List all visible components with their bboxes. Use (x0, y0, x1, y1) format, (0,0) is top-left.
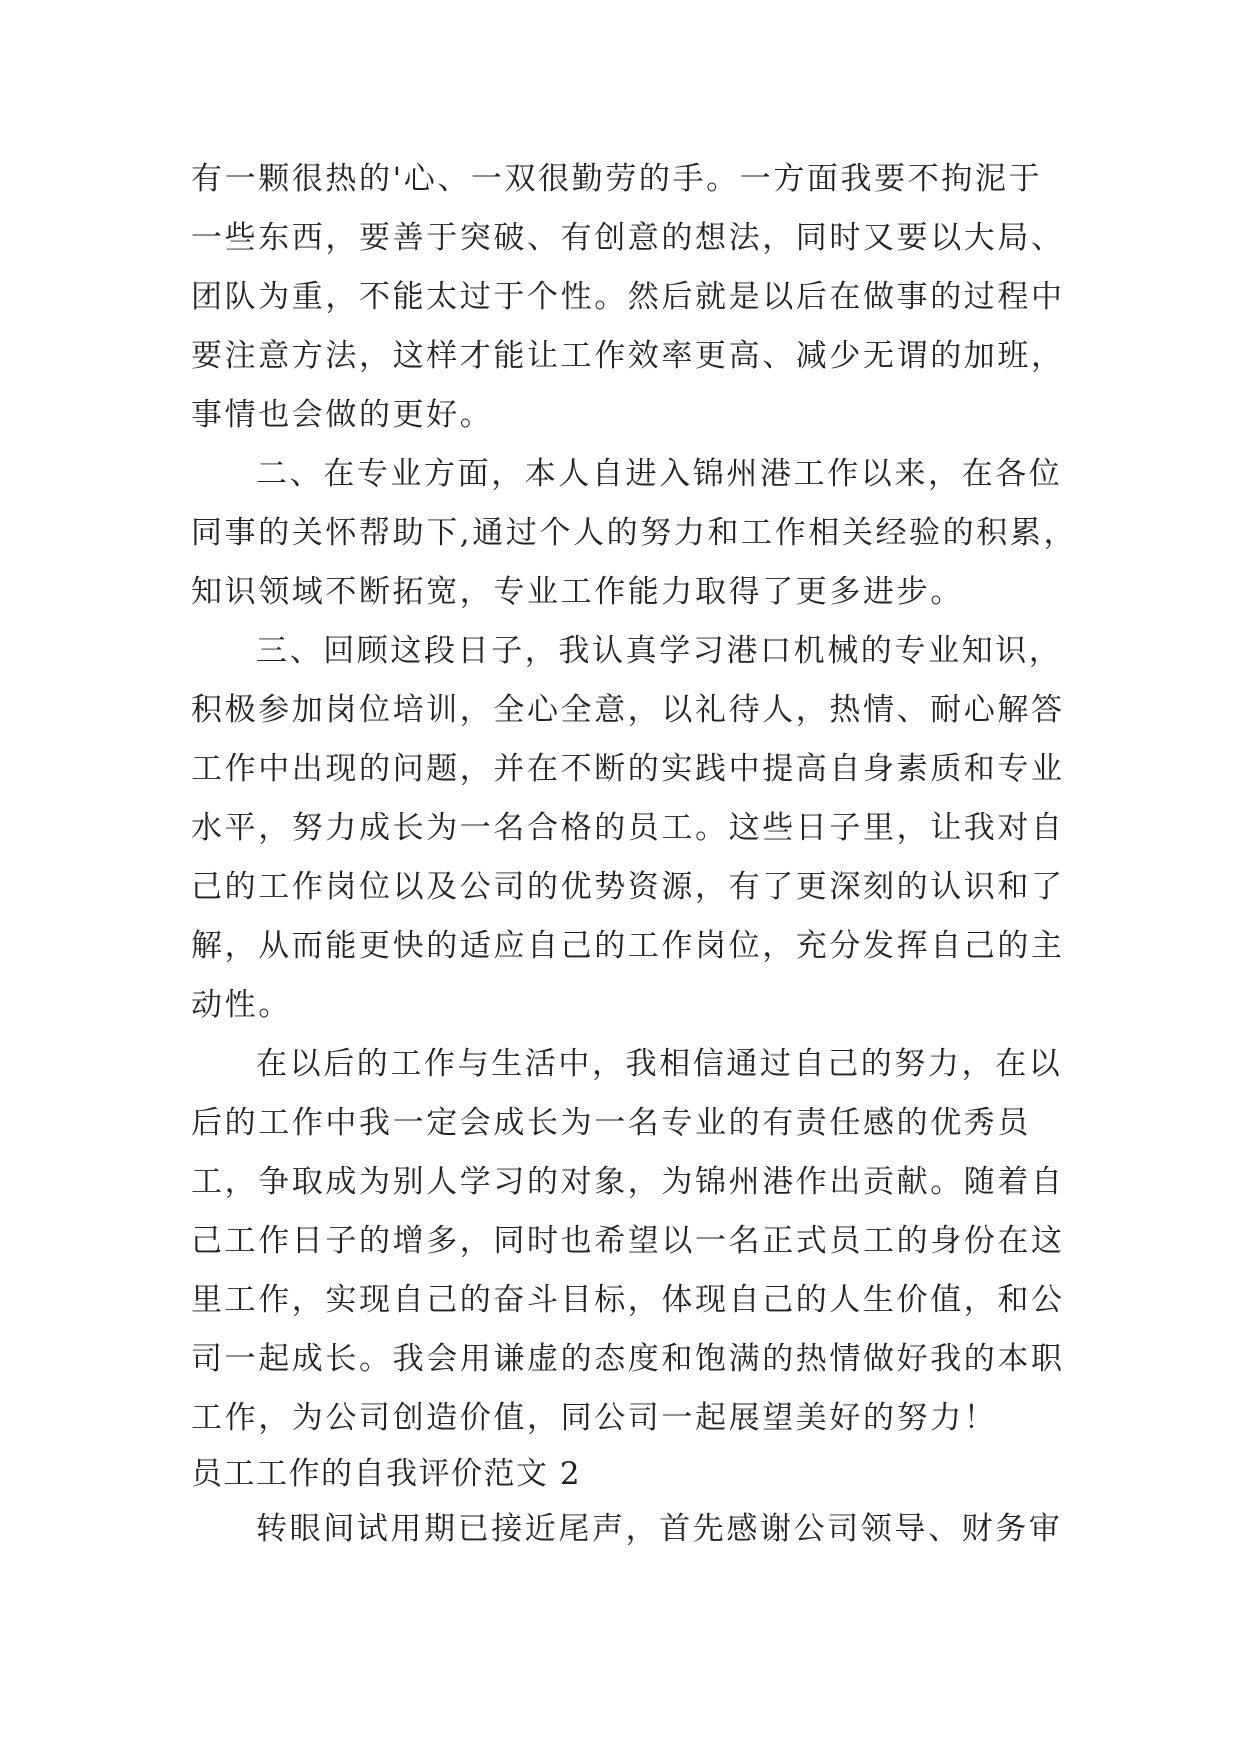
text-line: 在以后的工作与生活中，我相信通过自己的努力，在以 (256, 1046, 1063, 1082)
paragraph-review (191, 622, 1065, 1035)
text-line: 解，从而能更快的适应自己的工作岗位，充分发挥自己的主 (191, 928, 1065, 964)
text-line: 要注意方法，这样才能让工作效率更高、减少无谓的加班， (191, 338, 1065, 374)
text-line: 工，争取成为别人学习的对象，为锦州港作出贡献。随着自 (191, 1164, 1065, 1200)
paragraph-professional (191, 445, 1078, 622)
paragraph-intro-2 (191, 1500, 1061, 1559)
text-line: 己工作日子的增多，同时也希望以一名正式员工的身份在这 (191, 1223, 1065, 1259)
text-line: 团队为重，不能太过于个性。然后就是以后在做事的过程中 (191, 279, 1065, 315)
text-line: 积极参加岗位培训，全心全意，以礼待人，热情、耐心解答 (191, 692, 1065, 728)
document-body (191, 150, 1078, 1559)
text-line: 知识领域不断拓宽，专业工作能力取得了更多进步。 (191, 574, 964, 610)
text-line: 司一起成长。我会用谦虚的态度和饱满的热情做好我的本职 (191, 1341, 1065, 1377)
text-line: 动性。 (191, 987, 292, 1023)
text-line: 转眼间试用期已接近尾声，首先感谢公司领导、财务审 (256, 1511, 1063, 1547)
text-line: 二、在专业方面，本人自进入锦州港工作以来，在各位 (256, 456, 1063, 492)
section-heading: 员工工作的自我评价范文 2 (191, 1456, 582, 1492)
text-line: 己的工作岗位以及公司的优势资源，有了更深刻的认识和了 (191, 869, 1065, 905)
text-line: 有一颗很热的'心、一双很勤劳的手。一方面我要不拘泥于 (191, 161, 1043, 197)
text-line: 里工作，实现自己的奋斗目标，体现自己的人生价值，和公 (191, 1282, 1065, 1318)
text-line: 后的工作中我一定会成长为一名专业的有责任感的优秀员 (191, 1105, 1031, 1141)
text-line: 事情也会做的更好。 (191, 397, 494, 433)
text-line: 工作中出现的问题，并在不断的实践中提高自身素质和专业 (191, 751, 1065, 787)
paragraph-future (191, 1035, 1065, 1448)
text-line: 同事的关怀帮助下,通过个人的努力和工作相关经验的积累， (191, 515, 1078, 551)
text-line: 工作，为公司创造价值，同公司一起展望美好的努力！ (191, 1400, 998, 1436)
text-line: 一些东西，要善于突破、有创意的想法，同时又要以大局、 (191, 220, 1065, 256)
text-line: 三、回顾这段日子，我认真学习港口机械的专业知识， (256, 633, 1063, 669)
text-line: 水平，努力成长为一名合格的员工。这些日子里，让我对自 (191, 810, 1065, 846)
paragraph-self-attitude (191, 150, 1065, 445)
